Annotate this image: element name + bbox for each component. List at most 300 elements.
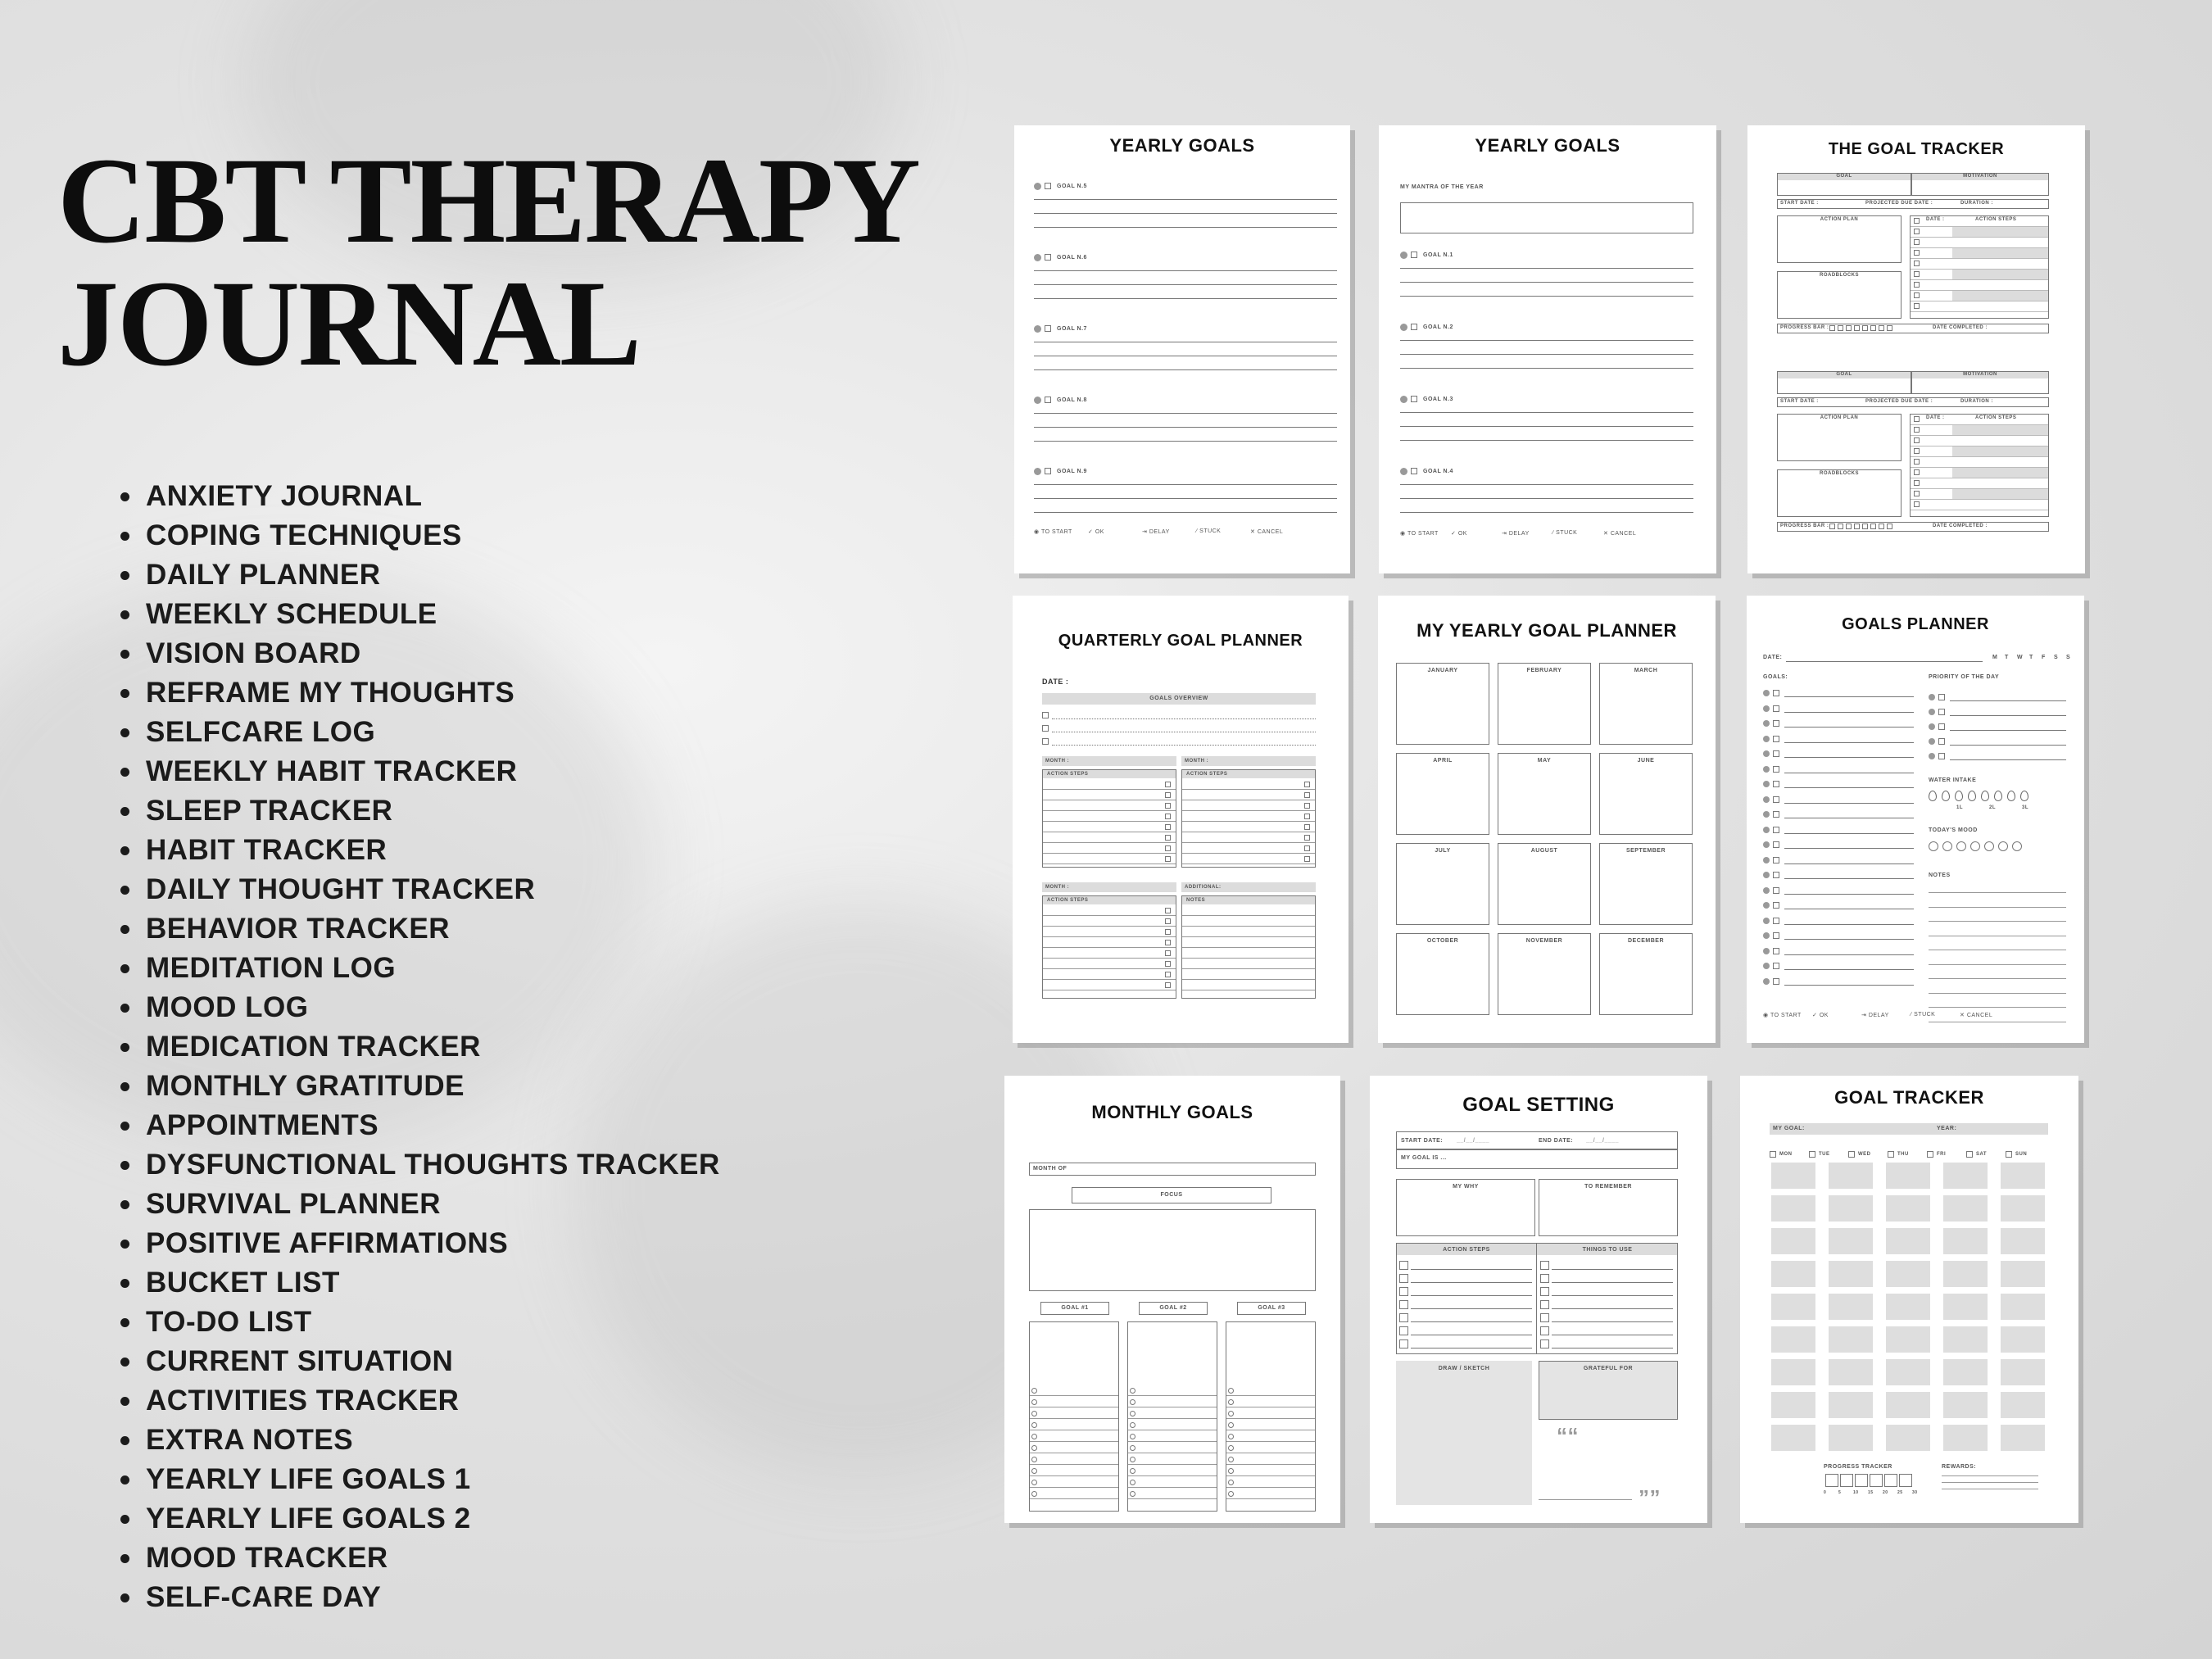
legend-stuck (1911, 1012, 1935, 1018)
progress-label: PROGRESS BAR : (1780, 325, 1829, 330)
draw-area (1396, 1361, 1532, 1505)
day-label: MON (1779, 1152, 1793, 1157)
progress-mark: 20 (1883, 1490, 1888, 1495)
table-line (1182, 810, 1315, 811)
month-label: JANUARY (1427, 668, 1458, 673)
priority-label: PRIORITY OF THE DAY (1929, 674, 2000, 680)
write-line (1400, 340, 1693, 341)
month-label: MARCH (1634, 668, 1658, 673)
weekday-label: T (2029, 655, 2033, 660)
legend-label: STUCK (1556, 530, 1578, 536)
grateful-label: GRATEFUL FOR (1583, 1366, 1634, 1371)
goal-checkbox (1130, 1445, 1135, 1451)
goal-checkbox (1031, 1491, 1037, 1497)
goal-label: GOAL N.4 (1423, 469, 1453, 474)
progress-mark: 5 (1838, 1490, 1842, 1495)
goal-line (1226, 1498, 1315, 1499)
start-date-label: START DATE: (1401, 1138, 1444, 1144)
goal-checkbox (1773, 963, 1779, 969)
legend-label: DELAY (1868, 1013, 1889, 1018)
legend-label: OK (1457, 531, 1467, 537)
goal-is-label: MY GOAL IS ... (1401, 1155, 1447, 1161)
things-checkbox (1540, 1261, 1549, 1270)
action-checkbox (1399, 1287, 1408, 1296)
table-line (1182, 958, 1315, 959)
table-line (1043, 926, 1176, 927)
table-line (1182, 926, 1315, 927)
goal-checkbox (1130, 1388, 1135, 1394)
things-checkbox (1540, 1274, 1549, 1283)
goal-checkbox (1228, 1422, 1234, 1428)
legend-cancel (1250, 528, 1283, 535)
legend-stuck (1196, 528, 1221, 534)
water-drop-icon (2020, 791, 2028, 801)
goal-dot (1763, 887, 1770, 894)
tracker-cell (1771, 1228, 1815, 1254)
progress-cell (1854, 524, 1860, 529)
progress-cell (1879, 325, 1884, 331)
day-label: SUN (2015, 1152, 2028, 1157)
goal-line (1030, 1475, 1118, 1476)
things-checkbox (1540, 1287, 1549, 1296)
table-line (1043, 789, 1176, 790)
legend-delay-icon: ⇥ (1142, 529, 1149, 535)
legend-label: TO START (1040, 529, 1072, 535)
month-box (1599, 663, 1693, 745)
step-checkbox (1914, 501, 1920, 507)
priority-dot (1929, 723, 1935, 730)
legend-cancel-icon: ✕ (1250, 529, 1258, 535)
tracker-cell (1943, 1261, 1988, 1287)
things-line (1552, 1295, 1673, 1296)
action-plan-box (1777, 414, 1902, 461)
feature-item: MEDICATION TRACKER (146, 1027, 720, 1067)
step-checkbox (1165, 845, 1171, 851)
tracker-cell (2001, 1392, 2045, 1418)
legend-to-start-icon: ◉ (1763, 1013, 1770, 1018)
month-box (1498, 933, 1591, 1015)
tracker-cell (1886, 1195, 1930, 1222)
legend-cancel-icon: ✕ (1960, 1013, 1967, 1018)
mood-face-icon (1942, 841, 1952, 851)
legend-stuck-icon: ∕ (1196, 528, 1200, 534)
table-line (1043, 821, 1176, 822)
action-line (1411, 1282, 1532, 1283)
tracker-cell (1886, 1326, 1930, 1353)
tracker-cell (1943, 1163, 1988, 1189)
goal-dot (1763, 918, 1770, 924)
overview-checkbox (1042, 712, 1049, 718)
goal-line (1128, 1418, 1217, 1419)
tracker-cell (1771, 1425, 1815, 1451)
goal-tag-label: GOAL #3 (1258, 1305, 1285, 1311)
goal-checkbox (1228, 1480, 1234, 1485)
progress-mark: 15 (1868, 1490, 1874, 1495)
duration-label: DURATION : (1960, 399, 1993, 404)
roadblocks-label: ROADBLOCKS (1820, 273, 1859, 278)
legend-delay-icon: ⇥ (1502, 531, 1509, 537)
date-label: DATE : (1042, 678, 1069, 686)
month-of-label: MONTH OF (1033, 1166, 1067, 1172)
progress-cell (1838, 325, 1843, 331)
write-line (1034, 512, 1337, 513)
action-steps-label: ACTION STEPS (1975, 217, 2017, 222)
goal-checkbox (1773, 978, 1779, 985)
goal-checkbox (1773, 720, 1779, 727)
goal-label: GOAL N.7 (1057, 326, 1087, 332)
goal-line (1784, 833, 1914, 834)
tracker-cell (2001, 1228, 2045, 1254)
priority-dot (1929, 738, 1935, 745)
action-checkbox (1399, 1313, 1408, 1322)
feature-item: APPOINTMENTS (146, 1106, 720, 1145)
status-dot (1400, 396, 1407, 403)
rewards-label: REWARDS: (1942, 1464, 1977, 1470)
write-line (1034, 498, 1337, 499)
action-plan-label: ACTION PLAN (1820, 217, 1859, 222)
mood-face-icon (1956, 841, 1966, 851)
table-line (1182, 863, 1315, 864)
write-line (1034, 369, 1337, 370)
goal-line (1128, 1395, 1217, 1396)
feature-item: REFRAME MY THOUGHTS (146, 673, 720, 713)
things-checkbox (1540, 1326, 1549, 1335)
tracker-cell (1829, 1425, 1873, 1451)
goal-label: GOAL N.5 (1057, 184, 1087, 189)
notes-line (1929, 1007, 2066, 1008)
tracker-cell (1829, 1261, 1873, 1287)
row-shade (1952, 270, 2048, 279)
month-label: FEBRUARY (1526, 668, 1562, 673)
motivation-label: MOTIVATION (1963, 174, 1997, 179)
goal-checkbox (1130, 1399, 1135, 1405)
preview-quarterly-goal-planner (1013, 596, 1349, 1043)
additional-label: ADDITIONAL: (1185, 885, 1222, 890)
action-line (1411, 1269, 1532, 1270)
feature-item: MEDITATION LOG (146, 949, 720, 988)
step-checkbox (1914, 448, 1920, 454)
legend-delay (1502, 530, 1530, 537)
mantra-label: MY MANTRA OF THE YEAR (1400, 184, 1484, 190)
goal-checkbox (1773, 902, 1779, 909)
step-checkbox (1304, 824, 1310, 830)
title-line-1: CBT THERAPY (57, 133, 919, 269)
table-header-label: NOTES (1186, 898, 1206, 903)
action-checkbox (1399, 1261, 1408, 1270)
step-checkbox (1304, 803, 1310, 809)
write-line (1400, 368, 1693, 369)
status-dot (1034, 325, 1041, 333)
mood-face-icon (2012, 841, 2022, 851)
things-line (1552, 1321, 1673, 1322)
month-label: DECEMBER (1627, 938, 1665, 944)
goal-tag-label: GOAL #2 (1159, 1305, 1187, 1311)
legend-ok-icon: ✓ (1451, 531, 1458, 537)
month-box (1599, 753, 1693, 835)
goal-label: GOAL N.8 (1057, 397, 1087, 403)
progress-cell (1870, 325, 1876, 331)
row-line (1911, 456, 2048, 457)
feature-list (146, 477, 720, 1617)
goal-dot (1763, 690, 1770, 696)
table-line (1043, 968, 1176, 969)
preview-yearly-goals-2 (1379, 125, 1716, 573)
step-checkbox (1914, 459, 1920, 465)
write-line (1400, 296, 1693, 297)
tracker-cell (1771, 1195, 1815, 1222)
goal-checkbox (1773, 918, 1779, 924)
legend-ok-icon: ✓ (1812, 1013, 1820, 1018)
things-line (1552, 1348, 1673, 1349)
goal-line (1784, 712, 1914, 713)
goal-line (1784, 863, 1914, 864)
legend-label: CANCEL (1257, 529, 1284, 535)
step-checkbox (1165, 929, 1171, 935)
goal-checkbox (1773, 948, 1779, 954)
progress-cell (1846, 524, 1852, 529)
tracker-cell (2001, 1326, 2045, 1353)
progress-cell (1829, 524, 1835, 529)
legend-label: DELAY (1508, 531, 1530, 537)
step-checkbox (1165, 940, 1171, 945)
step-checkbox (1914, 480, 1920, 486)
row-line (1911, 499, 2048, 500)
goal-line (1226, 1395, 1315, 1396)
year-label: YEAR: (1937, 1126, 1957, 1131)
goal-line (1226, 1418, 1315, 1419)
weekday-label: M (1992, 655, 1998, 660)
month-label: SEPTEMBER (1625, 848, 1666, 854)
legend-label: DELAY (1149, 529, 1170, 535)
preview-title: MY YEARLY GOAL PLANNER (1416, 620, 1677, 641)
legend-label: STUCK (1914, 1012, 1936, 1018)
month-box (1396, 933, 1489, 1015)
feature-item: MONTHLY GRATITUDE (146, 1067, 720, 1106)
weekday-label: S (2054, 655, 2059, 660)
feature-item: DYSFUNCTIONAL THOUGHTS TRACKER (146, 1145, 720, 1185)
water-drop-icon (1929, 791, 1937, 801)
row-line (1911, 279, 2048, 280)
tracker-cell (2001, 1359, 2045, 1385)
goal-checkbox (1228, 1399, 1234, 1405)
goal-checkbox (1130, 1411, 1135, 1416)
row-shade (1952, 446, 2048, 456)
step-checkbox (1914, 271, 1920, 277)
goal-dot (1763, 932, 1770, 939)
legend-cancel-icon: ✕ (1603, 531, 1611, 537)
write-line (1400, 484, 1693, 485)
progress-cell (1829, 325, 1835, 331)
table-line (1182, 821, 1315, 822)
day-label: SAT (1976, 1152, 1988, 1157)
tracker-cell (1829, 1294, 1873, 1320)
date-label: DATE: (1763, 655, 1783, 660)
goal-dot (1763, 902, 1770, 909)
step-checkbox (1914, 303, 1920, 309)
goal-checkbox (1031, 1457, 1037, 1462)
step-checkbox (1914, 292, 1920, 298)
status-dot (1400, 468, 1407, 475)
step-checkbox (1304, 814, 1310, 819)
tracker-cell (1943, 1392, 1988, 1418)
quote-line (1539, 1499, 1632, 1500)
month-label: OCTOBER (1426, 938, 1459, 944)
open-quote: ““ (1557, 1423, 1579, 1448)
day-checkbox (1966, 1151, 1973, 1158)
priority-line (1950, 745, 2066, 746)
goal-label: GOAL N.9 (1057, 469, 1087, 474)
things-line (1552, 1308, 1673, 1309)
preview-title: GOAL TRACKER (1834, 1087, 1984, 1108)
row-line (1911, 311, 2048, 312)
preview-goal-tracker (1747, 125, 2085, 573)
legend-ok (1812, 1012, 1829, 1018)
goal-line (1784, 787, 1914, 788)
goal-dot (1763, 978, 1770, 985)
tracker-cell (1943, 1294, 1988, 1320)
goal-line (1128, 1441, 1217, 1442)
progress-cell (1879, 524, 1884, 529)
step-checkbox (1165, 961, 1171, 967)
legend-label: CANCEL (1610, 531, 1637, 537)
progress-cell (1870, 524, 1876, 529)
step-checkbox (1914, 416, 1920, 422)
write-line (1400, 512, 1693, 513)
day-checkbox (1848, 1151, 1855, 1158)
table-line (1182, 968, 1315, 969)
day-checkbox (1888, 1151, 1894, 1158)
table-line (1182, 915, 1315, 916)
water-drop-icon (1994, 791, 2002, 801)
notes-label: NOTES (1929, 873, 1951, 878)
preview-title: THE GOAL TRACKER (1828, 140, 2005, 158)
priority-line (1950, 730, 2066, 731)
row-line (1911, 237, 2048, 238)
goal-checkbox (1031, 1388, 1037, 1394)
goal-column (1226, 1321, 1316, 1512)
notes-line (1929, 892, 2066, 893)
goal-line (1030, 1498, 1118, 1499)
goal-checkbox (1031, 1411, 1037, 1416)
goal-checkbox (1130, 1491, 1135, 1497)
feature-item: MOOD TRACKER (146, 1539, 720, 1578)
tracker-cell (1771, 1392, 1815, 1418)
goal-checkbox (1773, 857, 1779, 863)
tracker-cell (1829, 1392, 1873, 1418)
overview-checkbox (1042, 725, 1049, 732)
tracker-cell (1943, 1326, 1988, 1353)
tracker-cell (2001, 1425, 2045, 1451)
goal-checkbox (1130, 1480, 1135, 1485)
step-checkbox (1165, 918, 1171, 924)
preview-yearly-goal-planner (1378, 596, 1716, 1043)
write-line (1400, 440, 1693, 441)
action-line (1411, 1321, 1532, 1322)
goal-checkbox (1031, 1434, 1037, 1439)
roadblocks-box (1777, 469, 1902, 517)
close-quote: ”” (1639, 1485, 1661, 1510)
month-label: AUGUST (1530, 848, 1558, 854)
goal-checkbox (1031, 1480, 1037, 1485)
goal-label: GOAL N.1 (1423, 252, 1453, 258)
focus-label: FOCUS (1160, 1192, 1183, 1198)
goal-checkbox (1045, 397, 1051, 403)
goal-line (1784, 696, 1914, 697)
feature-item: EXTRA NOTES (146, 1421, 720, 1460)
water-label: WATER INTAKE (1929, 777, 1977, 783)
tracker-cell (1886, 1359, 1930, 1385)
feature-item: MOOD LOG (146, 988, 720, 1027)
feature-item: SELFCARE LOG (146, 713, 720, 752)
tracker-cell (1771, 1326, 1815, 1353)
goal-checkbox (1228, 1388, 1234, 1394)
goal-line (1030, 1441, 1118, 1442)
tracker-cell (1829, 1228, 1873, 1254)
write-line (1034, 441, 1337, 442)
things-checkbox (1540, 1339, 1549, 1349)
table-header-label: ACTION STEPS (1186, 772, 1228, 777)
goal-checkbox (1228, 1457, 1234, 1462)
progress-cell (1838, 524, 1843, 529)
lists-divider (1536, 1244, 1537, 1353)
status-dot (1400, 252, 1407, 259)
things-to-use-label: THINGS TO USE (1582, 1247, 1633, 1253)
goal-checkbox (1411, 396, 1417, 402)
feature-item: HABIT TRACKER (146, 831, 720, 870)
start-date-label: START DATE : (1780, 399, 1819, 404)
table-line (1182, 947, 1315, 948)
goal-line (1784, 803, 1914, 804)
table-line (1182, 789, 1315, 790)
step-checkbox (1914, 261, 1920, 266)
duration-label: DURATION : (1960, 201, 1993, 206)
goal-checkbox (1773, 887, 1779, 894)
legend-ok (1451, 530, 1467, 537)
day-label: THU (1897, 1152, 1909, 1157)
tracker-cell (1943, 1359, 1988, 1385)
feature-item: BUCKET LIST (146, 1263, 720, 1303)
goal-checkbox (1773, 932, 1779, 939)
notes-line (1929, 907, 2066, 908)
goal-line (1128, 1464, 1217, 1465)
step-checkbox (1165, 782, 1171, 787)
goal-checkbox (1031, 1399, 1037, 1405)
progress-cell (1840, 1474, 1853, 1487)
action-steps-label: ACTION STEPS (1975, 415, 2017, 420)
water-drop-icon (1968, 791, 1976, 801)
goal-dot (1763, 781, 1770, 787)
table-line (1043, 915, 1176, 916)
goal-line (1784, 878, 1914, 879)
day-checkbox (1927, 1151, 1933, 1158)
write-line (1034, 298, 1337, 299)
end-date-label: END DATE: (1539, 1138, 1574, 1144)
water-drop-icon (1955, 791, 1963, 801)
month-of-box (1029, 1163, 1316, 1176)
step-checkbox (1165, 856, 1171, 862)
goal-dot (1763, 796, 1770, 803)
goal-checkbox (1773, 705, 1779, 712)
tracker-cell (1886, 1261, 1930, 1287)
priority-line (1950, 715, 2066, 716)
progress-cell (1825, 1474, 1838, 1487)
goal-checkbox (1228, 1491, 1234, 1497)
goal-line (1226, 1441, 1315, 1442)
table-line (1043, 853, 1176, 854)
goal-checkbox (1773, 690, 1779, 696)
day-label: FRI (1937, 1152, 1947, 1157)
goal-line (1784, 969, 1914, 970)
